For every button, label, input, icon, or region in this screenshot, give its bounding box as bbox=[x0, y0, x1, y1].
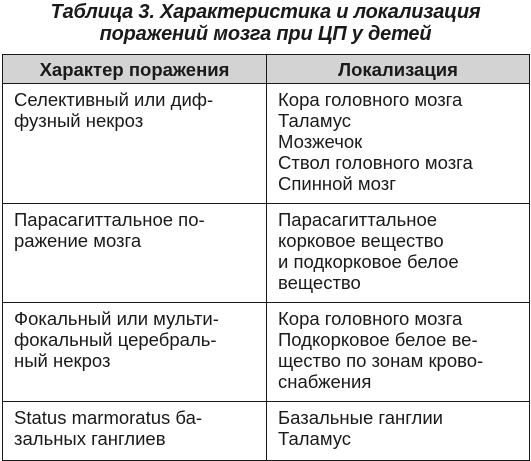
lesion-cell bbox=[3, 204, 267, 303]
lesion-cell bbox=[3, 84, 267, 204]
cell-text-line: Селективный или диф- bbox=[14, 89, 214, 110]
cell-text-line: фузный некроз bbox=[14, 110, 144, 131]
header-localization: Локализация bbox=[267, 55, 530, 84]
cell-text-line: Таламус bbox=[278, 428, 352, 449]
cell-text-line: Кора головного мозга bbox=[278, 308, 463, 329]
table-row bbox=[3, 84, 530, 204]
cell-text-line: Спинной мозг bbox=[278, 173, 396, 194]
table-row bbox=[3, 204, 530, 303]
cell-text-line: Базальные ганглии bbox=[278, 407, 444, 428]
caption-line-1: Таблица 3. Характеристика и локализация bbox=[50, 1, 481, 23]
cell-text-line: Кора головного мозга bbox=[278, 89, 463, 110]
cell-text-line: Фокальный или мульти- bbox=[14, 308, 219, 329]
cell-text-line: и подкорковое белое bbox=[278, 251, 459, 272]
cell-text-line: ный некроз bbox=[14, 350, 111, 371]
cell-text-line: Status marmoratus ба- bbox=[14, 407, 203, 428]
cell-text-line: Ствол головного мозга bbox=[278, 152, 473, 173]
cell-text-line: Мозжечок bbox=[278, 131, 363, 152]
cell-text-line: корковое вещество bbox=[278, 230, 444, 251]
cell-text-line: Таламус bbox=[278, 110, 352, 131]
lesion-localization-table bbox=[2, 54, 530, 461]
lesion-cell bbox=[3, 303, 267, 402]
table-header-row bbox=[3, 55, 530, 84]
table-row bbox=[3, 303, 530, 402]
location-cell bbox=[267, 204, 530, 303]
location-cell bbox=[267, 84, 530, 204]
cell-text-line: снабжения bbox=[278, 371, 372, 392]
cell-text-line: вещество bbox=[278, 272, 361, 293]
cell-text-line: фокальный церебраль- bbox=[14, 329, 217, 350]
cell-text-line: Парасагиттальное по- bbox=[14, 209, 205, 230]
location-cell bbox=[267, 303, 530, 402]
cell-text-line: ражение мозга bbox=[14, 230, 142, 251]
cell-text-line: Парасагиттальное bbox=[278, 209, 438, 230]
table-caption bbox=[0, 1, 531, 45]
caption-line-2: поражений мозга при ЦП у детей bbox=[99, 23, 432, 45]
cell-text-line: зальных ганглиев bbox=[14, 428, 166, 449]
header-lesion-type: Характер поражения bbox=[3, 55, 267, 84]
cell-text-line: щество по зонам крово- bbox=[278, 350, 484, 371]
cell-text-line: Подкорковое белое ве- bbox=[278, 329, 478, 350]
